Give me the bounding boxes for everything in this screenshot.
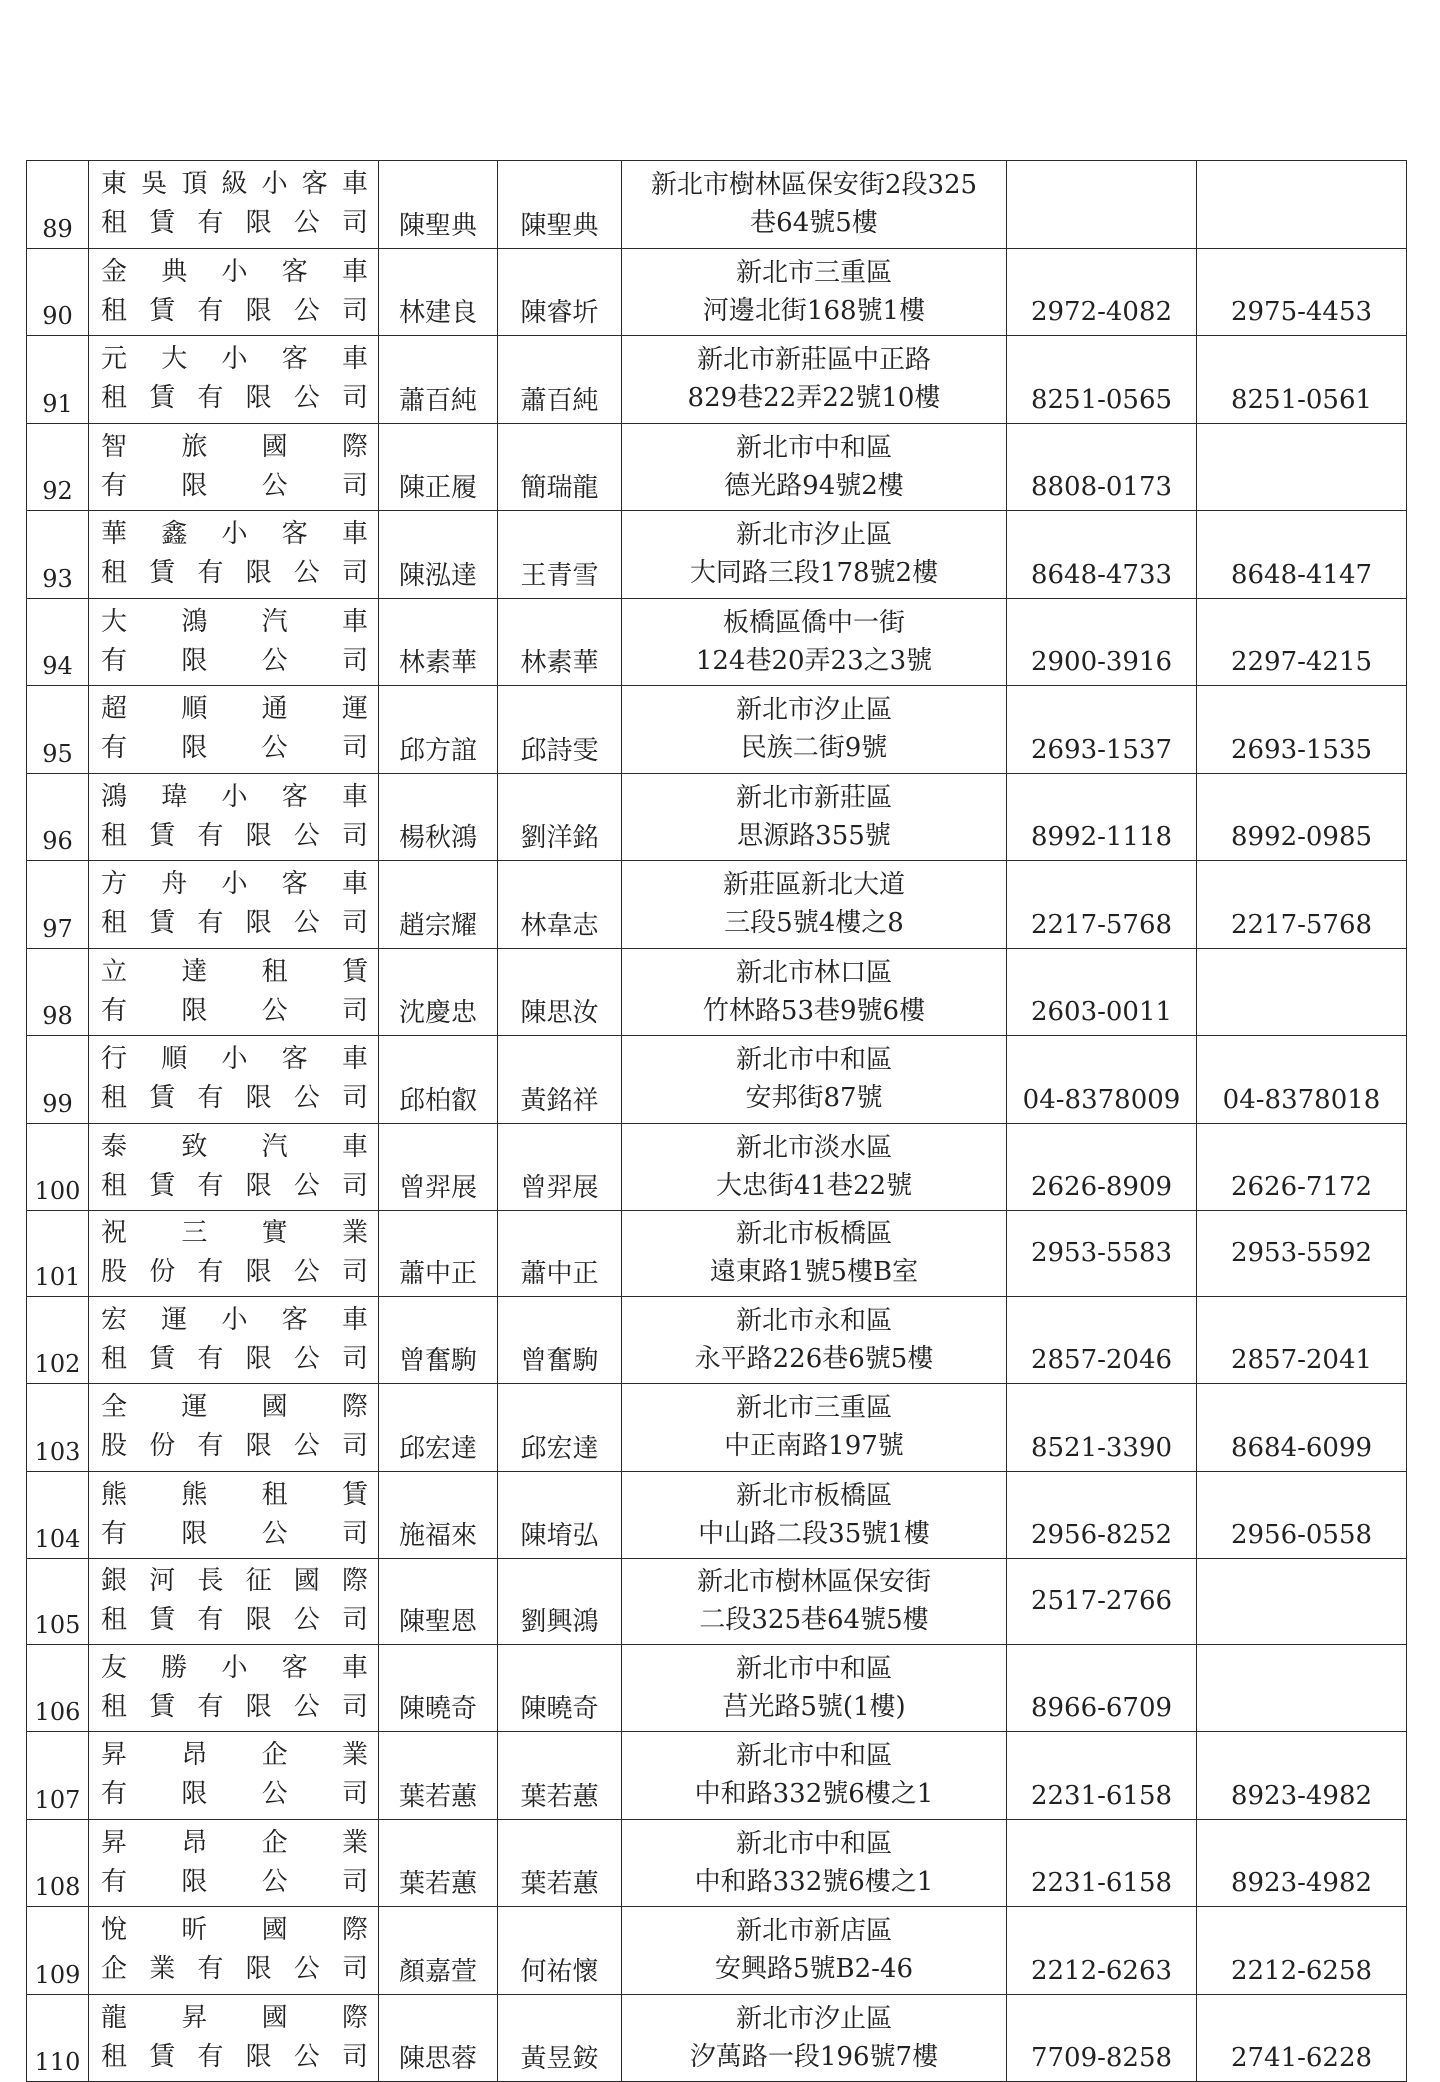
company-name-line: 昇 昂 企 業 <box>101 1827 368 1858</box>
fax-number: 8251-0561 <box>1197 336 1407 424</box>
address-line: 新北市汐止區 <box>735 695 892 726</box>
table-row <box>27 1123 1407 1211</box>
company-name <box>89 423 379 511</box>
company-name-line: 有 限 公 司 <box>101 1866 368 1897</box>
manager: 葉若蕙 <box>498 1732 622 1820</box>
row-number: 106 <box>27 1644 89 1732</box>
address-line: 民族二街9號 <box>740 733 888 764</box>
fax-number: 2693-1535 <box>1197 686 1407 774</box>
company-name-line: 超 順 通 運 <box>101 694 368 725</box>
manager: 何祐懷 <box>498 1907 622 1995</box>
address <box>622 511 1007 599</box>
row-number: 108 <box>27 1819 89 1907</box>
company-name-line: 友 勝 小 客 車 <box>101 1652 368 1683</box>
company-name-line: 租 賃 有 限 公 司 <box>101 383 368 414</box>
company-name-line: 鴻 瑋 小 客 車 <box>101 781 368 812</box>
company-name <box>89 1732 379 1820</box>
company-table <box>26 160 1407 2082</box>
company-name-line: 東 吳 頂 級 小 客 車 <box>101 169 368 200</box>
address <box>622 1644 1007 1732</box>
phone-number: 8251-0565 <box>1007 336 1197 424</box>
company-name-line: 有 限 公 司 <box>101 470 368 501</box>
representative: 林素華 <box>379 598 498 686</box>
address-line: 829巷22弄22號10樓 <box>687 383 941 414</box>
address-line: 大忠街41巷22號 <box>715 1170 913 1201</box>
manager: 簡瑞龍 <box>498 423 622 511</box>
company-name-line: 行 順 小 客 車 <box>101 1044 368 1075</box>
address <box>622 248 1007 336</box>
table-row <box>27 161 1407 249</box>
table-row <box>27 1819 1407 1907</box>
company-name-line: 租 賃 有 限 公 司 <box>101 820 368 851</box>
address-line: 新北市淡水區 <box>735 1132 892 1163</box>
representative: 陳正履 <box>379 423 498 511</box>
manager: 邱詩雯 <box>498 686 622 774</box>
row-number: 104 <box>27 1471 89 1559</box>
fax-number: 2975-4453 <box>1197 248 1407 336</box>
company-name <box>89 1819 379 1907</box>
company-name <box>89 1211 379 1297</box>
phone-number: 8521-3390 <box>1007 1384 1197 1472</box>
company-name <box>89 161 379 249</box>
company-name-line: 租 賃 有 限 公 司 <box>101 1170 368 1201</box>
phone-number: 2231-6158 <box>1007 1732 1197 1820</box>
representative: 趙宗耀 <box>379 861 498 949</box>
phone-number: 2517-2766 <box>1007 1559 1197 1645</box>
row-number: 105 <box>27 1559 89 1645</box>
company-name-line: 租 賃 有 限 公 司 <box>101 1605 368 1636</box>
fax-number: 2956-0558 <box>1197 1471 1407 1559</box>
manager: 林素華 <box>498 598 622 686</box>
row-number: 103 <box>27 1384 89 1472</box>
address <box>622 1732 1007 1820</box>
company-name-line: 方 舟 小 客 車 <box>101 869 368 900</box>
table-row <box>27 1559 1407 1645</box>
phone-number: 8648-4733 <box>1007 511 1197 599</box>
manager: 葉若蕙 <box>498 1819 622 1907</box>
representative: 林建良 <box>379 248 498 336</box>
table-row <box>27 686 1407 774</box>
address <box>622 948 1007 1036</box>
company-table-body <box>27 161 1407 2082</box>
fax-number: 2217-5768 <box>1197 861 1407 949</box>
company-name-line: 金 典 小 客 車 <box>101 256 368 287</box>
address <box>622 1211 1007 1297</box>
company-name <box>89 248 379 336</box>
address-line: 新北市板橋區 <box>735 1219 892 1250</box>
manager: 陳堉弘 <box>498 1471 622 1559</box>
phone-number <box>1007 161 1197 249</box>
representative: 蕭百純 <box>379 336 498 424</box>
company-name <box>89 1559 379 1645</box>
manager: 劉興鴻 <box>498 1559 622 1645</box>
representative: 楊秋鴻 <box>379 773 498 861</box>
company-name <box>89 1036 379 1124</box>
row-number: 99 <box>27 1036 89 1124</box>
manager: 陳睿圻 <box>498 248 622 336</box>
company-name-line: 租 賃 有 限 公 司 <box>101 558 368 589</box>
address-line: 新北市中和區 <box>735 1741 892 1772</box>
address-line: 中正南路197號 <box>724 1431 904 1462</box>
manager: 曾羿展 <box>498 1123 622 1211</box>
table-row <box>27 1211 1407 1297</box>
address <box>622 1559 1007 1645</box>
row-number: 93 <box>27 511 89 599</box>
table-row <box>27 1907 1407 1995</box>
representative: 曾羿展 <box>379 1123 498 1211</box>
fax-number: 8992-0985 <box>1197 773 1407 861</box>
address <box>622 1471 1007 1559</box>
company-name-line: 有 限 公 司 <box>101 1779 368 1810</box>
fax-number <box>1197 423 1407 511</box>
address <box>622 1384 1007 1472</box>
table-row <box>27 861 1407 949</box>
manager: 曾奮駒 <box>498 1296 622 1384</box>
row-number: 101 <box>27 1211 89 1297</box>
company-name <box>89 1994 379 2082</box>
phone-number: 8992-1118 <box>1007 773 1197 861</box>
company-name-line: 租 賃 有 限 公 司 <box>101 1083 368 1114</box>
address <box>622 1036 1007 1124</box>
phone-number: 2212-6263 <box>1007 1907 1197 1995</box>
company-name-line: 有 限 公 司 <box>101 1518 368 1549</box>
address <box>622 1123 1007 1211</box>
company-name <box>89 511 379 599</box>
company-name <box>89 336 379 424</box>
phone-number: 2217-5768 <box>1007 861 1197 949</box>
representative: 邱方誼 <box>379 686 498 774</box>
address <box>622 773 1007 861</box>
company-name-line: 熊 熊 租 賃 <box>101 1479 368 1510</box>
address-line: 汐萬路一段196號7樓 <box>689 2041 939 2072</box>
table-row <box>27 248 1407 336</box>
address-line: 新北市板橋區 <box>735 1480 892 1511</box>
table-row <box>27 1644 1407 1732</box>
phone-number: 2956-8252 <box>1007 1471 1197 1559</box>
row-number: 89 <box>27 161 89 249</box>
phone-number: 8808-0173 <box>1007 423 1197 511</box>
company-name-line: 華 鑫 小 客 車 <box>101 519 368 550</box>
representative: 曾奮駒 <box>379 1296 498 1384</box>
company-name-line: 智 旅 國 際 <box>101 431 368 462</box>
company-name <box>89 861 379 949</box>
row-number: 94 <box>27 598 89 686</box>
address-line: 新北市三重區 <box>735 257 892 288</box>
company-name-line: 有 限 公 司 <box>101 995 368 1026</box>
fax-number: 2212-6258 <box>1197 1907 1407 1995</box>
fax-number <box>1197 161 1407 249</box>
address-line: 新北市新莊區 <box>735 782 892 813</box>
manager: 陳聖典 <box>498 161 622 249</box>
row-number: 110 <box>27 1994 89 2082</box>
address-line: 德光路94號2樓 <box>724 470 904 501</box>
phone-number: 8966-6709 <box>1007 1644 1197 1732</box>
address <box>622 686 1007 774</box>
row-number: 107 <box>27 1732 89 1820</box>
manager: 蕭百純 <box>498 336 622 424</box>
company-name-line: 租 賃 有 限 公 司 <box>101 2041 368 2072</box>
company-name <box>89 1384 379 1472</box>
fax-number <box>1197 1644 1407 1732</box>
company-name-line: 租 賃 有 限 公 司 <box>101 295 368 326</box>
representative: 陳聖典 <box>379 161 498 249</box>
representative: 施福來 <box>379 1471 498 1559</box>
address-line: 新北市中和區 <box>735 1828 892 1859</box>
address <box>622 1907 1007 1995</box>
address <box>622 161 1007 249</box>
address <box>622 861 1007 949</box>
address-line: 河邊北街168號1樓 <box>702 295 926 326</box>
address-line: 安興路5號B2-46 <box>714 1954 914 1985</box>
row-number: 92 <box>27 423 89 511</box>
table-row <box>27 773 1407 861</box>
company-name <box>89 1907 379 1995</box>
address-line: 新北市三重區 <box>735 1393 892 1424</box>
phone-number: 2231-6158 <box>1007 1819 1197 1907</box>
company-name-line: 股 份 有 限 公 司 <box>101 1431 368 1462</box>
phone-number: 2972-4082 <box>1007 248 1197 336</box>
representative: 葉若蕙 <box>379 1819 498 1907</box>
company-name <box>89 948 379 1036</box>
phone-number: 2900-3916 <box>1007 598 1197 686</box>
address-line: 新北市汐止區 <box>735 2003 892 2034</box>
company-name-line: 元 大 小 客 車 <box>101 344 368 375</box>
fax-number: 8923-4982 <box>1197 1819 1407 1907</box>
address-line: 124巷20弄23之3號 <box>695 645 933 676</box>
company-name-line: 龍 昇 國 際 <box>101 2002 368 2033</box>
fax-number: 2953-5592 <box>1197 1211 1407 1297</box>
company-name <box>89 1644 379 1732</box>
company-name-line: 租 賃 有 限 公 司 <box>101 1691 368 1722</box>
address <box>622 423 1007 511</box>
company-name-line: 租 賃 有 限 公 司 <box>101 908 368 939</box>
company-name-line: 全 運 國 際 <box>101 1392 368 1423</box>
table-row <box>27 598 1407 686</box>
address-line: 新莊區新北大道 <box>722 870 905 901</box>
address-line: 安邦街87號 <box>745 1083 883 1114</box>
fax-number <box>1197 1559 1407 1645</box>
row-number: 95 <box>27 686 89 774</box>
manager: 陳思汝 <box>498 948 622 1036</box>
representative: 陳泓達 <box>379 511 498 599</box>
fax-number: 8648-4147 <box>1197 511 1407 599</box>
address <box>622 1819 1007 1907</box>
fax-number: 2626-7172 <box>1197 1123 1407 1211</box>
row-number: 109 <box>27 1907 89 1995</box>
company-name-line: 昇 昂 企 業 <box>101 1740 368 1771</box>
fax-number: 2297-4215 <box>1197 598 1407 686</box>
representative: 顏嘉萱 <box>379 1907 498 1995</box>
row-number: 100 <box>27 1123 89 1211</box>
company-name-line: 企 業 有 限 公 司 <box>101 1954 368 1985</box>
representative: 沈慶忠 <box>379 948 498 1036</box>
address-line: 新北市中和區 <box>735 432 892 463</box>
phone-number: 2603-0011 <box>1007 948 1197 1036</box>
company-name <box>89 686 379 774</box>
address-line: 新北市新莊區中正路 <box>696 345 931 376</box>
fax-number: 2741-6228 <box>1197 1994 1407 2082</box>
address-line: 竹林路53巷9號6樓 <box>702 995 926 1026</box>
row-number: 102 <box>27 1296 89 1384</box>
address-line: 永平路226巷6號5樓 <box>694 1343 934 1374</box>
table-row <box>27 948 1407 1036</box>
representative: 陳曉奇 <box>379 1644 498 1732</box>
address-line: 新北市樹林區保安街2段325 <box>650 170 978 201</box>
company-name <box>89 773 379 861</box>
address-line: 板橋區僑中一街 <box>722 607 905 638</box>
address-line: 新北市中和區 <box>735 1045 892 1076</box>
phone-number: 2626-8909 <box>1007 1123 1197 1211</box>
table-row <box>27 1471 1407 1559</box>
table-row <box>27 1732 1407 1820</box>
table-row <box>27 423 1407 511</box>
company-name <box>89 598 379 686</box>
table-row <box>27 1994 1407 2082</box>
manager: 林韋志 <box>498 861 622 949</box>
address-line: 二段325巷64號5樓 <box>699 1605 929 1636</box>
company-name-line: 有 限 公 司 <box>101 645 368 676</box>
table-row <box>27 1296 1407 1384</box>
company-name <box>89 1471 379 1559</box>
fax-number <box>1197 948 1407 1036</box>
representative: 陳思蓉 <box>379 1994 498 2082</box>
representative: 葉若蕙 <box>379 1732 498 1820</box>
company-name-line: 租 賃 有 限 公 司 <box>101 208 368 239</box>
fax-number: 8684-6099 <box>1197 1384 1407 1472</box>
manager: 蕭中正 <box>498 1211 622 1297</box>
row-number: 91 <box>27 336 89 424</box>
address-line: 新北市汐止區 <box>735 520 892 551</box>
company-name-line: 宏 運 小 客 車 <box>101 1304 368 1335</box>
address-line: 新北市樹林區保安街 <box>696 1567 931 1598</box>
address-line: 中山路二段35號1樓 <box>698 1518 930 1549</box>
company-name-line: 立 達 租 賃 <box>101 956 368 987</box>
address <box>622 1296 1007 1384</box>
company-name <box>89 1296 379 1384</box>
company-name-line: 租 賃 有 限 公 司 <box>101 1343 368 1374</box>
address-line: 思源路355號 <box>737 820 891 851</box>
representative: 陳聖恩 <box>379 1559 498 1645</box>
manager: 黃昱銨 <box>498 1994 622 2082</box>
phone-number: 2953-5583 <box>1007 1211 1197 1297</box>
fax-number: 04-8378018 <box>1197 1036 1407 1124</box>
phone-number: 7709-8258 <box>1007 1994 1197 2082</box>
row-number: 97 <box>27 861 89 949</box>
address-line: 新北市中和區 <box>735 1653 892 1684</box>
address-line: 莒光路5號(1樓) <box>722 1691 906 1722</box>
manager: 王青雪 <box>498 511 622 599</box>
table-row <box>27 511 1407 599</box>
phone-number: 04-8378009 <box>1007 1036 1197 1124</box>
row-number: 96 <box>27 773 89 861</box>
address-line: 中和路332號6樓之1 <box>694 1779 934 1810</box>
representative: 邱宏達 <box>379 1384 498 1472</box>
company-name-line: 大 鴻 汽 車 <box>101 606 368 637</box>
manager: 陳曉奇 <box>498 1644 622 1732</box>
manager: 劉洋銘 <box>498 773 622 861</box>
company-name <box>89 1123 379 1211</box>
table-row <box>27 1036 1407 1124</box>
company-name-line: 祝 三 實 業 <box>101 1218 368 1249</box>
address-line: 中和路332號6樓之1 <box>694 1866 934 1897</box>
company-name-line: 銀 河 長 征 國 際 <box>101 1566 368 1597</box>
company-name-line: 有 限 公 司 <box>101 733 368 764</box>
row-number: 90 <box>27 248 89 336</box>
address-line: 遠東路1號5樓B室 <box>709 1257 919 1288</box>
fax-number: 8923-4982 <box>1197 1732 1407 1820</box>
address-line: 新北市永和區 <box>735 1305 892 1336</box>
representative: 邱柏叡 <box>379 1036 498 1124</box>
address <box>622 1994 1007 2082</box>
address-line: 新北市林口區 <box>735 957 892 988</box>
row-number: 98 <box>27 948 89 1036</box>
table-row <box>27 1384 1407 1472</box>
manager: 黃銘祥 <box>498 1036 622 1124</box>
manager: 邱宏達 <box>498 1384 622 1472</box>
representative: 蕭中正 <box>379 1211 498 1297</box>
company-name-line: 股 份 有 限 公 司 <box>101 1257 368 1288</box>
address-line: 巷64號5樓 <box>750 208 878 239</box>
address-line: 大同路三段178號2樓 <box>689 558 939 589</box>
company-name-line: 泰 致 汽 車 <box>101 1131 368 1162</box>
address <box>622 336 1007 424</box>
company-name-line: 悅 昕 國 際 <box>101 1915 368 1946</box>
address <box>622 598 1007 686</box>
phone-number: 2693-1537 <box>1007 686 1197 774</box>
table-row <box>27 336 1407 424</box>
fax-number: 2857-2041 <box>1197 1296 1407 1384</box>
address-line: 三段5號4樓之8 <box>724 908 904 939</box>
address-line: 新北市新店區 <box>735 1916 892 1947</box>
phone-number: 2857-2046 <box>1007 1296 1197 1384</box>
